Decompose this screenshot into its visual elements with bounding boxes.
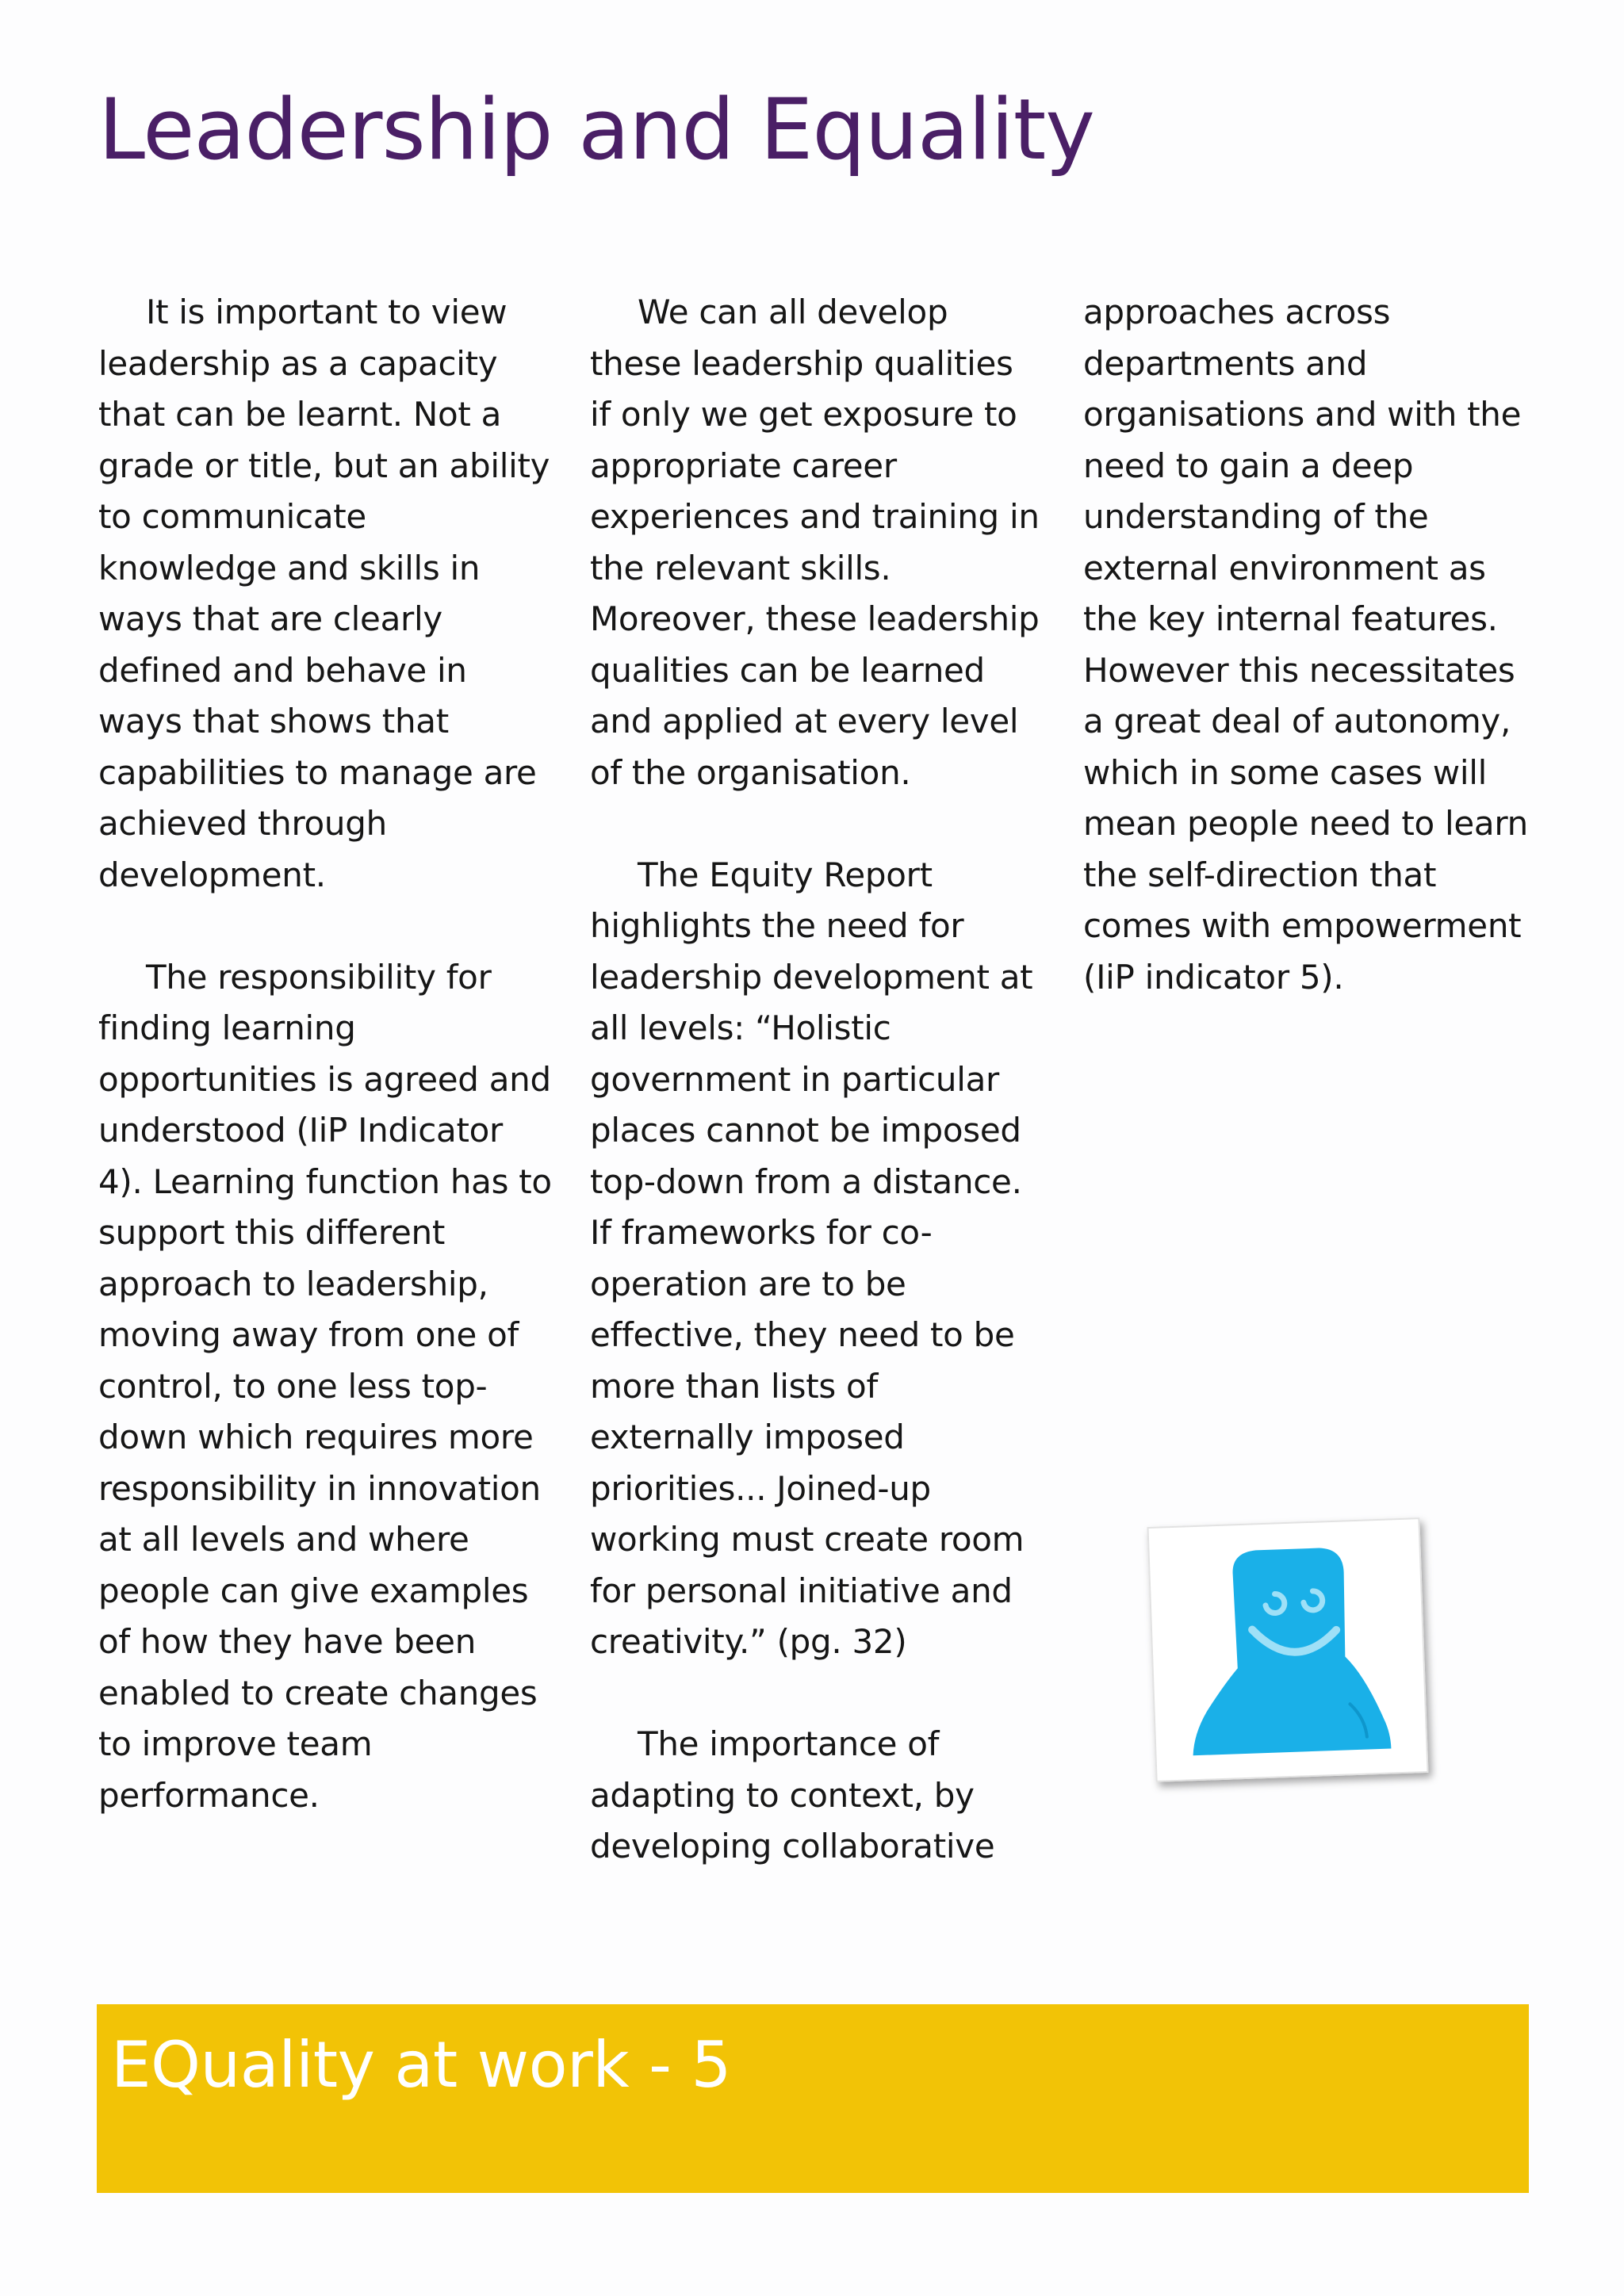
text-column-1 (98, 287, 552, 1873)
illustration-frame (1147, 1517, 1428, 1782)
paragraph: The responsibility for finding learning opportunities is agreed and understood (IiP Indicator 4). Learning function has to support this different approach to leadership, moving away from one of control, to one less top-down which requires more responsibility in innovation at all levels and where people can give examples of how they have been enabled to create changes to improve team performance. (98, 957, 552, 1815)
paragraph: The Equity Report highlights the need for leadership development at all levels: “Holistic government in particular places cannot be imposed top-down from a distance. If frameworks for co-operation are to be effective, they need to be more than lists of externally imposed priorities... Joined-up working must create room for personal initiative and creativity.” (pg. 32) (590, 855, 1033, 1661)
page-title: Leadership and Equality (98, 81, 1094, 178)
paragraph: The importance of adapting to context, by developing collaborative (590, 1724, 995, 1866)
paragraph: We can all develop these leadership qualities if only we get exposure to appropriate career experiences and training in the relevant skills. Moreover, these leadership qualities can be learned and applied at every level of the organisation. (590, 293, 1040, 792)
footer-page-label: EQuality at work - 5 (111, 2028, 731, 2102)
footer-banner (97, 2004, 1529, 2193)
text-column-2 (590, 287, 1044, 1923)
paragraph: It is important to view leadership as a capacity that can be learnt. Not a grade or title, but an ability to communicate knowledge and skills in ways that are clearly defined and behave in ways that shows that capabilities to manage are achieved through development. (98, 293, 550, 894)
paragraph: approaches across departments and organisations and with the need to gain a deep understanding of the external environment as the key internal features. However this necessitates a great deal of autonomy, which in some cases will mean people need to learn the self-direction that comes with empowerment (IiP indicator 5). (1083, 293, 1528, 997)
text-column-3 (1083, 287, 1537, 1054)
smiling-figure-icon (1170, 1536, 1406, 1764)
